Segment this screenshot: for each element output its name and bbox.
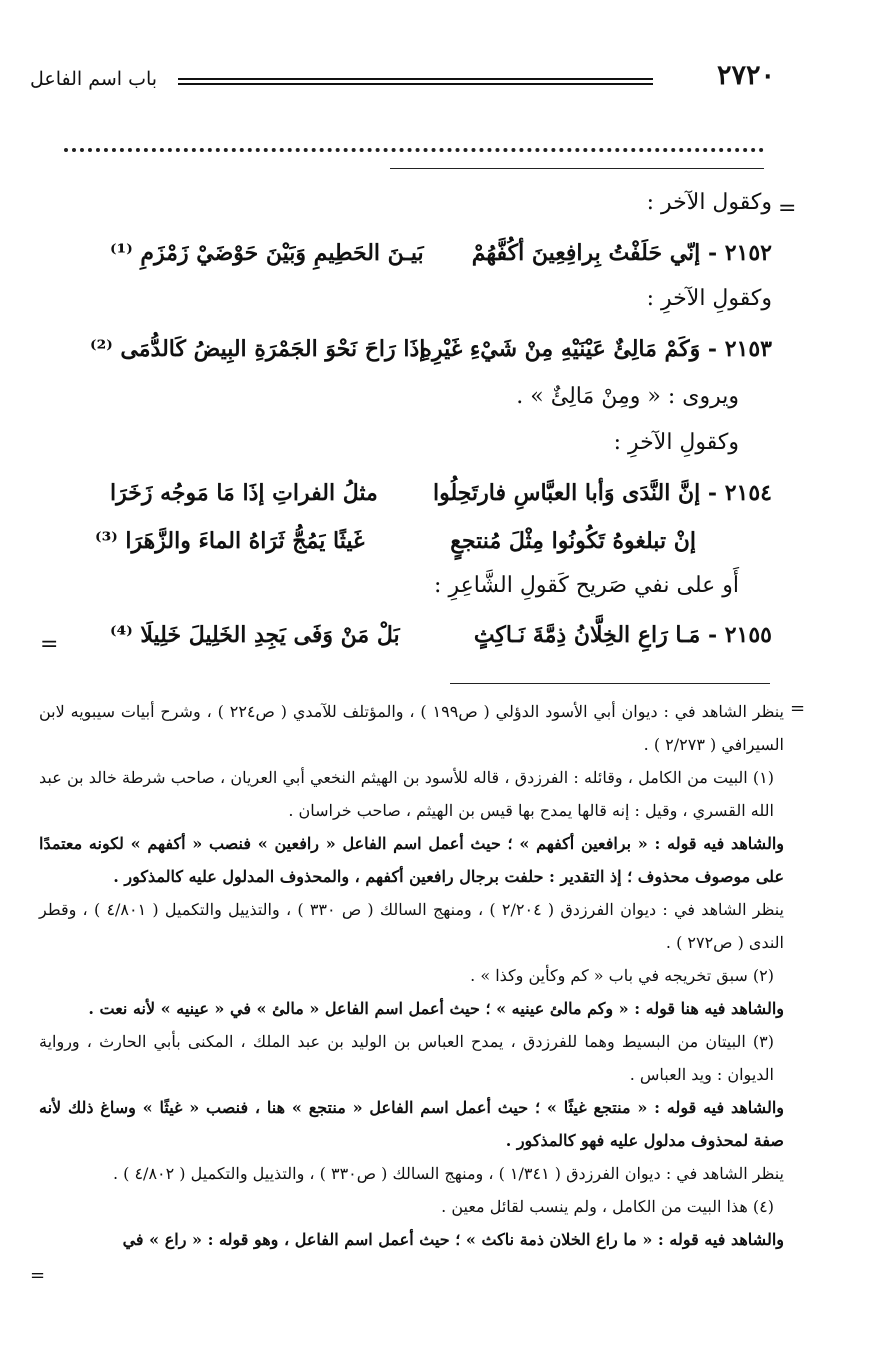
verse-2152-second-hemistich: بَيـنَ الحَطِيمِ وَبَيْنَ حَوْضَيْ زَمْزَمِ ⁽¹⁾ (110, 240, 424, 266)
verse-2154b-first-hemistich: إنْ تبلغوهُ تَكُونُوا مِثْلَ مُنتجعٍ (450, 528, 696, 554)
verse-2155-first-hemistich: ٢١٥٥ - مَـا رَاعِ الخِلَّانُ ذِمَّةَ نَـاكِثٍ (473, 622, 772, 648)
footnote-1-references: ينظر الشاهد في : ديوان الفرزدق ( ٢/٢٠٤ ) ، ومنهج السالك ( ص ٣٣٠ ) ، والتذييل والتكميل ( ٤/٨٠١ ) ، وقطر الندى ( ص٢٧٢ ) . (39, 900, 784, 952)
footnotes (39, 695, 784, 1256)
verse-2154-first-hemistich: ٢١٥٤ - إنَّ النَّدَى وَأبا العبَّاسِ فارتَحِلُوا (433, 480, 772, 506)
intro-line: وكقولِ الآخرِ : (613, 430, 739, 455)
chapter-title: باب اسم الفاعل (30, 68, 158, 90)
intro-line: وكقول الآخر : (646, 190, 772, 215)
footnote-1-evidence: والشاهد فيه قوله : « برافعين أكفهم » ؛ حيث أعمل اسم الفاعل « رافعين » فنصب « أكفهم » لكونه معتمدًا على موصوف محذوف ؛ إذ التقدير : حلفت برجال رافعين أكفهم ، والمحذوف المدلول عليه كالمذكور . (39, 834, 784, 886)
verse-2153-first-hemistich: ٢١٥٣ - وَكَمْ مَالِئٌ عَيْنَيْهِ مِنْ شَيْءِ غَيْرِهِ (420, 336, 772, 362)
dotted-separator (64, 148, 764, 152)
footnote-4-evidence: والشاهد فيه قوله : « ما راع الخلان ذمة ناكث » ؛ حيث أعمل اسم الفاعل ، وهو قوله : « راع » في (122, 1230, 784, 1249)
verse-2154b-second-hemistich: غَيثًا يَمُجُّ ثَرَاهُ الماءَ والزَّهَرَا ⁽³⁾ (95, 528, 365, 554)
page-header (30, 60, 775, 100)
verse-2153-second-hemistich: إذَا رَاحَ نَحْوَ الجَمْرَةِ البِيضُ كَالدُّمَى ⁽²⁾ (90, 336, 426, 362)
verse-2152-first-hemistich: ٢١٥٢ - إنّي حَلَفْتُ بِرافِعِينَ أكُفَّهُمْ (471, 240, 772, 266)
footnote-1-source: (١) البيت من الكامل ، وقائله : الفرزدق ، قاله للأسود بن الهيثم النخعي أبي العريان ، صاحب شرطة خالد بن عبد الله القسري ، وقيل : إنه قالها يمدح بها قيس بن الهيثم ، صاحب خراسان . (39, 768, 774, 820)
verse-2155-second-hemistich: بَلْ مَنْ وَفَى يَجِدِ الخَلِيلَ خَلِيلَا ⁽⁴⁾ (110, 622, 400, 648)
continuation-mark: = (778, 196, 797, 221)
short-separator (390, 168, 764, 169)
variant-reading: ويروى : « ومِنْ مَالِئٌ » . (516, 384, 739, 409)
continuation-mark: = (40, 632, 59, 657)
footnote-2-evidence: والشاهد فيه هنا قوله : « وكم مالئ عينيه » ؛ حيث أعمل اسم الفاعل « مالئ » في « عينيه » لأنه نعت . (88, 999, 784, 1018)
footnote-2-source: (٢) سبق تخريجه في باب « كم وكأين وكذا » . (470, 966, 774, 985)
intro-line: وكقولِ الآخرِ : (646, 286, 772, 311)
header-double-rule (178, 78, 653, 85)
intro-line: أَو على نفي صَريح كَقولِ الشَّاعِرِ : (434, 573, 739, 598)
footnote-3-source: (٣) البيتان من البسيط وهما للفرزدق ، يمدح العباس بن الوليد بن عبد الملك ، المكنى بأبي الحارث ، ورواية الديوان : ويد العباس . (39, 1032, 774, 1084)
verse-2154-second-hemistich: مثلُ الفراتِ إذَا مَا مَوجُه زَخَرَا (110, 480, 378, 506)
footnote-continuation-mark: = (790, 698, 806, 719)
footnote-continuation-mark: = (30, 1265, 46, 1286)
page-number: ٢٧٢٠ (716, 60, 775, 91)
footnote-3-references: ينظر الشاهد في : ديوان الفرزدق ( ١/٣٤١ ) ، ومنهج السالك ( ص٣٣٠ ) ، والتذييل والتكميل ( ٤/٨٠٢ ) . (112, 1164, 784, 1183)
footnote-4-source: (٤) هذا البيت من الكامل ، ولم ينسب لقائل معين . (441, 1197, 774, 1216)
footnote-continued: ينظر الشاهد في : ديوان أبي الأسود الدؤلي ( ص١٩٩ ) ، والمؤتلف للآمدي ( ص٢٢٤ ) ، وشرح أبيات سيبويه لابن السيرافي ( ٢/٢٧٣ ) . (39, 702, 784, 754)
footnote-separator (450, 683, 770, 684)
footnote-3-evidence: والشاهد فيه قوله : « منتجع غيثًا » ؛ حيث أعمل اسم الفاعل « منتجع » هنا ، فنصب « غيثًا » وساغ ذلك لأنه صفة لمحذوف مدلول عليه فهو كالمذكور . (39, 1098, 784, 1150)
